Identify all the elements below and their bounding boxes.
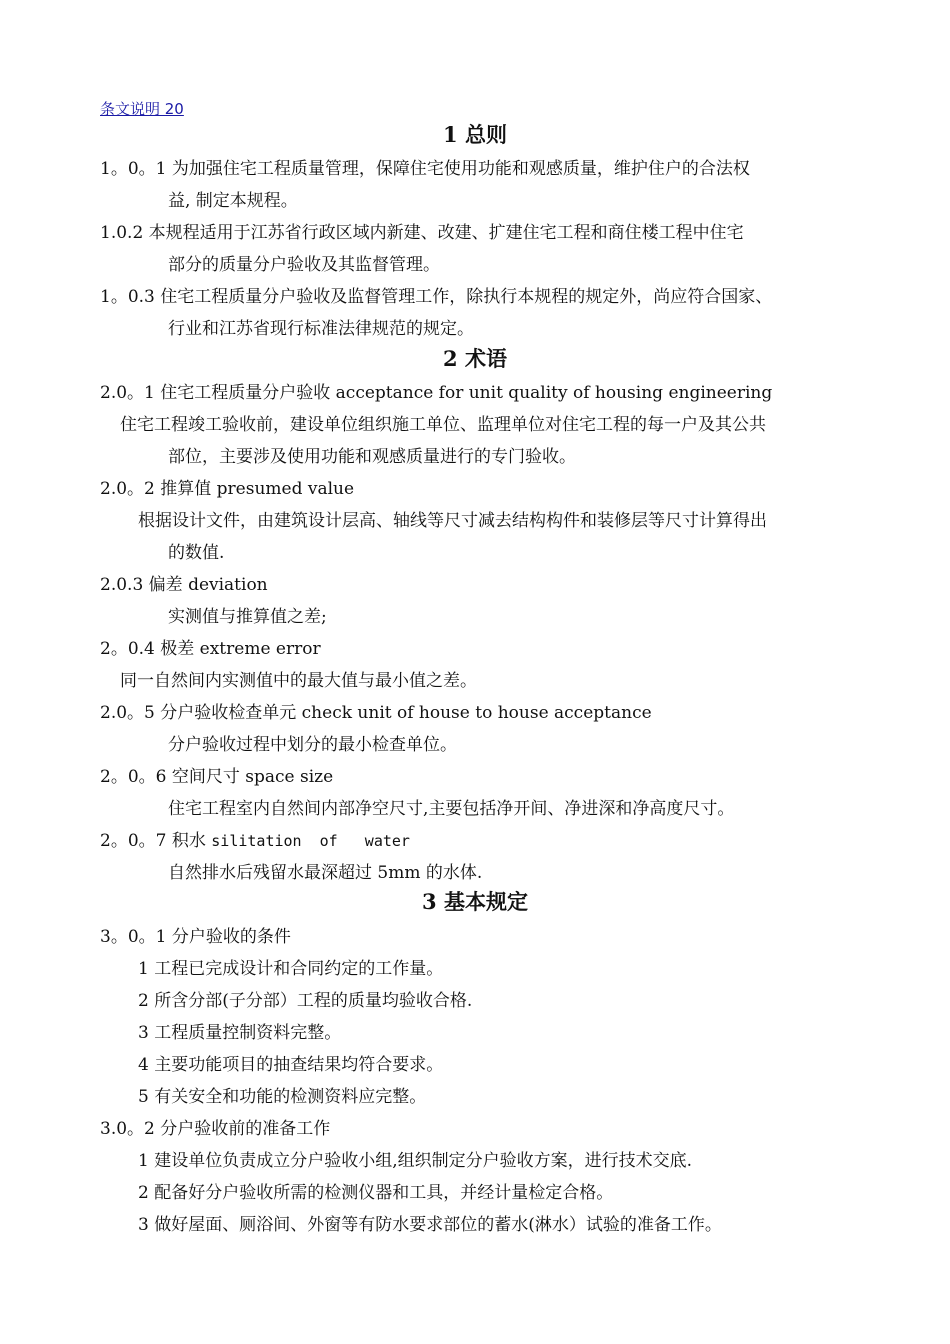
term-2-0-3-title: 2.0.3 偏差 deviation — [100, 575, 268, 595]
term-2-0-1-desc-line-1: 住宅工程竣工验收前，建设单位组织施工单位、监理单位对住宅工程的每一户及其公共 — [120, 415, 766, 435]
term-2-0-1-desc-line-2: 部位，主要涉及使用功能和观感质量进行的专门验收。 — [168, 447, 576, 467]
clause-explanation-link[interactable]: 条文说明 20 — [100, 100, 184, 118]
clause-3-0-2-title: 3.0。2 分户验收前的准备工作 — [100, 1119, 331, 1139]
term-2-0-2-title: 2.0。2 推算值 presumed value — [100, 479, 355, 499]
section-heading-basic-provisions: 3 基本规定 — [422, 889, 528, 914]
clause-1-0-2-line-1: 1.0.2 本规程适用于江苏省行政区域内新建、改建、扩建住宅工程和商住楼工程中住宅 — [100, 223, 744, 243]
term-2-0-2-desc-line-2: 的数值. — [168, 543, 225, 563]
clause-1-0-3-line-2: 行业和江苏省现行标准法律规范的规定。 — [168, 319, 474, 339]
term-2-0-6-title: 2。0。6 空间尺寸 space size — [100, 767, 334, 787]
clause-3-0-1-item-5: 5 有关安全和功能的检测资料应完整。 — [138, 1087, 427, 1107]
clause-3-0-1-item-3: 3 工程质量控制资料完整。 — [138, 1023, 342, 1043]
term-2-0-2-desc-line-1: 根据设计文件，由建筑设计层高、轴线等尺寸减去结构构件和装修层等尺寸计算得出 — [138, 511, 767, 531]
term-2-0-4-title: 2。0.4 极差 extreme error — [100, 639, 321, 659]
clause-3-0-2-item-3: 3 做好屋面、厕浴间、外窗等有防水要求部位的蓄水(淋水）试验的准备工作。 — [138, 1215, 722, 1235]
term-2-0-1-title: 2.0。1 住宅工程质量分户验收 acceptance for unit quality of housing engineering — [100, 383, 773, 403]
section-heading-general: 1 总则 — [443, 122, 507, 147]
clause-3-0-1-title: 3。0。1 分户验收的条件 — [100, 927, 291, 947]
term-2-0-7-english: silitation of water — [211, 832, 410, 850]
term-2-0-6-desc: 住宅工程室内自然间内部净空尺寸,主要包括净开间、净进深和净高度尺寸。 — [168, 799, 735, 819]
term-2-0-7-label: 2。0。7 积水 — [100, 831, 212, 851]
clause-3-0-2-item-2: 2 配备好分户验收所需的检测仪器和工具，并经计量检定合格。 — [138, 1183, 614, 1203]
term-2-0-3-desc: 实测值与推算值之差; — [168, 607, 327, 627]
clause-1-0-1-line-2: 益, 制定本规程。 — [168, 191, 298, 211]
clause-1-0-1-line-1: 1。0。1 为加强住宅工程质量管理，保障住宅使用功能和观感质量，维护住户的合法权 — [100, 159, 750, 179]
clause-3-0-2-item-1: 1 建设单位负责成立分户验收小组,组织制定分户验收方案，进行技术交底. — [138, 1151, 693, 1171]
term-2-0-4-desc: 同一自然间内实测值中的最大值与最小值之差。 — [120, 671, 477, 691]
term-2-0-5-title: 2.0。5 分户验收检查单元 check unit of house to house acceptance — [100, 703, 652, 723]
term-2-0-7-title — [100, 830, 410, 852]
clause-3-0-1-item-2: 2 所含分部(子分部）工程的质量均验收合格. — [138, 991, 473, 1011]
section-heading-terms: 2 术语 — [443, 346, 507, 371]
clause-3-0-1-item-4: 4 主要功能项目的抽查结果均符合要求。 — [138, 1055, 444, 1075]
clause-1-0-3-line-1: 1。0.3 住宅工程质量分户验收及监督管理工作，除执行本规程的规定外，尚应符合国家、 — [100, 287, 773, 307]
term-2-0-7-desc: 自然排水后残留水最深超过 5mm 的水体. — [168, 863, 483, 883]
clause-1-0-2-line-2: 部分的质量分户验收及其监督管理。 — [168, 255, 440, 275]
term-2-0-5-desc: 分户验收过程中划分的最小检查单位。 — [168, 735, 457, 755]
clause-3-0-1-item-1: 1 工程已完成设计和合同约定的工作量。 — [138, 959, 444, 979]
